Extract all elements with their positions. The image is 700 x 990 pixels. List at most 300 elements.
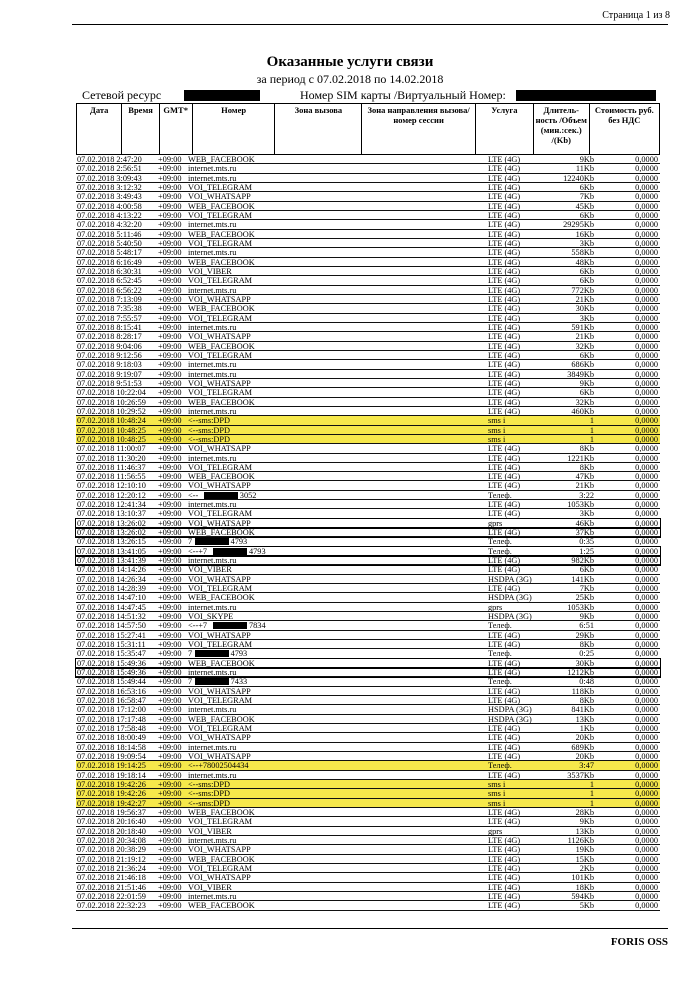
cell-service: LTE (4G) (488, 630, 521, 640)
cell-cost: 0,0000 (635, 705, 658, 715)
cell-number: VOI_SKYPE (188, 612, 234, 622)
cell-duration: 9Kb (579, 817, 594, 827)
cell-cost: 0,0000 (635, 453, 658, 463)
cell-cost: 0,0000 (635, 201, 658, 211)
cell-service: LTE (4G) (488, 313, 521, 323)
cell-cost: 0,0000 (635, 481, 658, 491)
cell-number: 7 (188, 649, 193, 659)
cell-gmt: +09:00 (158, 266, 182, 276)
table-row (76, 780, 660, 789)
cell-gmt: +09:00 (158, 779, 182, 789)
cell-service: LTE (4G) (488, 341, 521, 351)
table-row (76, 472, 660, 481)
cell-datetime: 07.02.2018 12:10:10 (77, 481, 146, 491)
cell-number: VOI_WHATSAPP (188, 192, 251, 202)
meta-row (82, 88, 662, 104)
table-row (76, 528, 660, 537)
cell-number: VOI_WHATSAPP (188, 444, 251, 454)
cell-gmt: +09:00 (158, 556, 182, 566)
cell-cost: 0,0000 (635, 434, 658, 444)
cell-datetime: 07.02.2018 10:29:52 (77, 406, 146, 416)
cell-datetime: 07.02.2018 13:10:37 (77, 509, 146, 519)
cell-service: LTE (4G) (488, 322, 521, 332)
cell-number: internet.mts.ru (188, 369, 237, 379)
cell-duration: 6Kb (579, 210, 594, 220)
cell-cost: 0,0000 (635, 882, 658, 892)
table-row (76, 202, 660, 211)
cell-service: LTE (4G) (488, 696, 521, 706)
cell-cost: 0,0000 (635, 556, 658, 566)
cell-duration: 2Kb (579, 863, 594, 873)
cell-cost: 0,0000 (635, 593, 658, 603)
cell-cost: 0,0000 (635, 779, 658, 789)
col-header-cost: Стоимость руб. без НДС (589, 104, 659, 155)
cell-cost: 0,0000 (635, 378, 658, 388)
cell-gmt: +09:00 (158, 406, 182, 416)
cell-gmt: +09:00 (158, 528, 182, 538)
table-row (76, 603, 660, 612)
cell-duration: 12240Kb (563, 173, 594, 183)
table-row (76, 351, 660, 360)
cell-number: <--+78002504434 (188, 761, 249, 771)
cell-duration: 772Kb (571, 285, 594, 295)
cell-cost: 0,0000 (635, 341, 658, 351)
cell-service: HSDPA (3G) (488, 612, 532, 622)
cell-duration: 1053Kb (567, 500, 594, 510)
cell-duration: 1 (589, 789, 594, 799)
cell-service: LTE (4G) (488, 462, 521, 472)
cell-duration: 29295Kb (563, 220, 594, 230)
cell-number: internet.mts.ru (188, 248, 237, 258)
cell-cost: 0,0000 (635, 369, 658, 379)
cell-datetime: 07.02.2018 19:18:14 (77, 770, 146, 780)
table-row (76, 817, 660, 826)
cell-gmt: +09:00 (158, 509, 182, 519)
cell-gmt: +09:00 (158, 565, 182, 575)
table-row (76, 873, 660, 882)
cell-gmt: +09:00 (158, 378, 182, 388)
table-row (76, 649, 660, 658)
cell-number: internet.mts.ru (188, 360, 237, 370)
cell-gmt: +09:00 (158, 397, 182, 407)
redacted-sim-number (516, 90, 656, 101)
cell-number: WEB_FACEBOOK (188, 714, 255, 724)
cell-duration: 1126Kb (567, 835, 594, 845)
cell-number: VOI_WHATSAPP (188, 630, 251, 640)
cell-gmt: +09:00 (158, 332, 182, 342)
cell-gmt: +09:00 (158, 388, 182, 398)
cell-service: sms i (488, 779, 506, 789)
cell-duration: 25Kb (575, 593, 594, 603)
cell-datetime: 07.02.2018 15:31:11 (77, 640, 146, 650)
cell-number: internet.mts.ru (188, 164, 237, 174)
cell-number: internet.mts.ru (188, 453, 237, 463)
table-row (76, 668, 660, 677)
cell-service: LTE (4G) (488, 733, 521, 743)
table-row (76, 565, 660, 574)
records-list (76, 155, 660, 911)
cell-datetime: 07.02.2018 9:12:56 (77, 350, 142, 360)
cell-number: internet.mts.ru (188, 322, 237, 332)
cell-datetime: 07.02.2018 20:18:40 (77, 826, 146, 836)
cell-cost: 0,0000 (635, 807, 658, 817)
table-row (76, 323, 660, 332)
table-row (76, 733, 660, 742)
redacted-phone-number (195, 650, 229, 657)
cell-gmt: +09:00 (158, 322, 182, 332)
cell-datetime: 07.02.2018 19:09:54 (77, 752, 146, 761)
cell-datetime: 07.02.2018 18:14:58 (77, 742, 146, 752)
cell-duration: 1 (589, 434, 594, 444)
table-row (76, 314, 660, 323)
cell-cost: 0,0000 (635, 210, 658, 220)
cell-gmt: +09:00 (158, 882, 182, 892)
table-row (76, 584, 660, 593)
cell-number: internet.mts.ru (188, 173, 237, 183)
cell-datetime: 07.02.2018 9:04:06 (77, 341, 142, 351)
cell-cost: 0,0000 (635, 584, 658, 594)
cell-datetime: 07.02.2018 7:55:57 (77, 313, 142, 323)
cell-gmt: +09:00 (158, 863, 182, 873)
footer-brand: FORIS OSS (610, 936, 668, 948)
cell-gmt: +09:00 (158, 854, 182, 864)
cell-gmt: +09:00 (158, 574, 182, 584)
cell-gmt: +09:00 (158, 285, 182, 295)
cell-duration: 841Kb (571, 705, 594, 715)
table-row (76, 547, 660, 556)
cell-datetime: 07.02.2018 19:42:26 (77, 779, 146, 789)
cell-duration: 1 (589, 416, 594, 426)
cell-duration: 3Kb (579, 238, 594, 248)
cell-cost: 0,0000 (635, 285, 658, 295)
cell-gmt: +09:00 (158, 584, 182, 594)
cell-service: LTE (4G) (488, 248, 521, 258)
table-row (76, 612, 660, 621)
cell-number: VOI_TELEGRAM (188, 640, 253, 650)
cell-datetime: 07.02.2018 10:26:59 (77, 397, 146, 407)
redacted-phone-number (213, 548, 247, 555)
cell-number: WEB_FACEBOOK (188, 304, 255, 314)
cell-cost: 0,0000 (635, 155, 658, 164)
cell-cost: 0,0000 (635, 891, 658, 901)
cell-gmt: +09:00 (158, 248, 182, 258)
cell-cost: 0,0000 (635, 397, 658, 407)
table-row (76, 407, 660, 416)
cell-number: VOI_TELEGRAM (188, 584, 253, 594)
redacted-phone-number (204, 492, 238, 499)
cell-duration: 118Kb (571, 686, 594, 696)
cell-datetime: 07.02.2018 5:48:17 (77, 248, 142, 258)
table-row (76, 388, 660, 397)
cell-datetime: 07.02.2018 14:51:32 (77, 612, 146, 622)
cell-gmt: +09:00 (158, 649, 182, 659)
cell-number: VOI_TELEGRAM (188, 863, 253, 873)
cell-duration: 460Kb (571, 406, 594, 416)
cell-number-tail: 7834 (249, 621, 266, 631)
table-row (76, 463, 660, 472)
cell-cost: 0,0000 (635, 276, 658, 286)
cell-duration: 8Kb (579, 640, 594, 650)
table-row (76, 724, 660, 733)
cell-number: WEB_FACEBOOK (188, 593, 255, 603)
cell-cost: 0,0000 (635, 668, 658, 678)
cell-datetime: 07.02.2018 6:56:22 (77, 285, 142, 295)
cell-duration: 18Kb (575, 882, 594, 892)
cell-number: WEB_FACEBOOK (188, 807, 255, 817)
cell-service: LTE (4G) (488, 901, 521, 911)
col-header-direction: Зона направления вызова/номер сессии (362, 104, 476, 155)
cell-datetime: 07.02.2018 19:56:37 (77, 807, 146, 817)
cell-number: VOI_TELEGRAM (188, 509, 253, 519)
cell-number: VOI_TELEGRAM (188, 388, 253, 398)
cell-service: sms i (488, 416, 506, 426)
cell-duration: 3849Kb (567, 369, 594, 379)
cell-service: LTE (4G) (488, 360, 521, 370)
cell-service: LTE (4G) (488, 472, 521, 482)
cell-cost: 0,0000 (635, 640, 658, 650)
cell-datetime: 07.02.2018 20:16:40 (77, 817, 146, 827)
cell-datetime: 07.02.2018 17:12:00 (77, 705, 146, 715)
cell-number: internet.mts.ru (188, 668, 237, 678)
cell-gmt: +09:00 (158, 304, 182, 314)
cell-datetime: 07.02.2018 10:48:25 (77, 434, 146, 444)
cell-service: LTE (4G) (488, 528, 521, 538)
cell-number: VOI_WHATSAPP (188, 518, 251, 528)
table-header (76, 103, 660, 155)
cell-datetime: 07.02.2018 17:17:48 (77, 714, 146, 724)
cell-datetime: 07.02.2018 14:47:10 (77, 593, 146, 603)
cell-service: Телеф. (488, 649, 512, 659)
cell-cost: 0,0000 (635, 742, 658, 752)
cell-number: <--+7 (188, 621, 208, 631)
cell-number: internet.mts.ru (188, 556, 237, 566)
table-row (76, 258, 660, 267)
cell-datetime: 07.02.2018 17:58:48 (77, 724, 146, 734)
cell-gmt: +09:00 (158, 733, 182, 743)
cell-datetime: 07.02.2018 21:36:24 (77, 863, 146, 873)
cell-service: LTE (4G) (488, 882, 521, 892)
cell-service: HSDPA (3G) (488, 714, 532, 724)
cell-gmt: +09:00 (158, 696, 182, 706)
cell-cost: 0,0000 (635, 733, 658, 743)
cell-number: internet.mts.ru (188, 406, 237, 416)
cell-number: VOI_WHATSAPP (188, 752, 251, 761)
cell-gmt: +09:00 (158, 686, 182, 696)
cell-gmt: +09:00 (158, 350, 182, 360)
cell-cost: 0,0000 (635, 686, 658, 696)
cell-service: LTE (4G) (488, 369, 521, 379)
cell-gmt: +09:00 (158, 210, 182, 220)
table-row (76, 855, 660, 864)
table-row (76, 426, 660, 435)
cell-duration: 6Kb (579, 388, 594, 398)
cell-cost: 0,0000 (635, 602, 658, 612)
cell-duration: 1:25 (579, 546, 594, 556)
cell-number: internet.mts.ru (188, 500, 237, 510)
cell-cost: 0,0000 (635, 901, 658, 911)
cell-duration: 3:47 (579, 761, 594, 771)
cell-duration: 32Kb (575, 341, 594, 351)
cell-duration: 21Kb (575, 294, 594, 304)
cell-duration: 9Kb (579, 155, 594, 164)
cell-number: VOI_VIBER (188, 882, 232, 892)
cell-service: LTE (4G) (488, 192, 521, 202)
cell-number: WEB_FACEBOOK (188, 854, 255, 864)
cell-datetime: 07.02.2018 15:49:44 (77, 677, 146, 687)
cell-cost: 0,0000 (635, 724, 658, 734)
cell-gmt: +09:00 (158, 621, 182, 631)
cell-duration: 7Kb (579, 192, 594, 202)
cell-datetime: 07.02.2018 9:51:53 (77, 378, 142, 388)
table-row (76, 631, 660, 640)
cell-datetime: 07.02.2018 15:49:36 (77, 658, 146, 668)
cell-gmt: +09:00 (158, 537, 182, 547)
cell-gmt: +09:00 (158, 593, 182, 603)
cell-cost: 0,0000 (635, 322, 658, 332)
col-header-zone: Зона вызова (275, 104, 362, 155)
cell-duration: 45Kb (575, 201, 594, 211)
cell-gmt: +09:00 (158, 789, 182, 799)
cell-service: LTE (4G) (488, 686, 521, 696)
cell-duration: 591Kb (571, 322, 594, 332)
cell-gmt: +09:00 (158, 817, 182, 827)
cell-service: LTE (4G) (488, 285, 521, 295)
cell-number: internet.mts.ru (188, 770, 237, 780)
table-row (76, 444, 660, 453)
cell-cost: 0,0000 (635, 220, 658, 230)
cell-gmt: +09:00 (158, 313, 182, 323)
cell-duration: 19Kb (575, 845, 594, 855)
cell-gmt: +09:00 (158, 276, 182, 286)
table-row (76, 342, 660, 351)
table-row (76, 715, 660, 724)
cell-datetime: 07.02.2018 20:38:29 (77, 845, 146, 855)
cell-number: WEB_FACEBOOK (188, 229, 255, 239)
cell-cost: 0,0000 (635, 835, 658, 845)
cell-gmt: +09:00 (158, 845, 182, 855)
cell-duration: 13Kb (575, 826, 594, 836)
cell-cost: 0,0000 (635, 612, 658, 622)
page-number: Страница 1 из 8 (602, 10, 670, 21)
cell-duration: 594Kb (571, 891, 594, 901)
cell-number: <--sms:DPD (188, 789, 231, 799)
col-header-number: Номер (192, 104, 275, 155)
cell-cost: 0,0000 (635, 789, 658, 799)
cell-cost: 0,0000 (635, 770, 658, 780)
table-row (76, 248, 660, 257)
col-header-gmt: GMT* (159, 104, 192, 155)
cell-gmt: +09:00 (158, 901, 182, 911)
cell-service: LTE (4G) (488, 220, 521, 230)
cell-cost: 0,0000 (635, 863, 658, 873)
cell-service: LTE (4G) (488, 201, 521, 211)
table-row (76, 239, 660, 248)
cell-gmt: +09:00 (158, 602, 182, 612)
cell-cost: 0,0000 (635, 173, 658, 183)
cell-datetime: 07.02.2018 10:48:24 (77, 416, 146, 426)
cell-datetime: 07.02.2018 21:51:46 (77, 882, 146, 892)
cell-gmt: +09:00 (158, 192, 182, 202)
cell-gmt: +09:00 (158, 807, 182, 817)
cell-number: internet.mts.ru (188, 602, 237, 612)
cell-cost: 0,0000 (635, 238, 658, 248)
cell-gmt: +09:00 (158, 462, 182, 472)
cell-duration: 7Kb (579, 584, 594, 594)
cell-gmt: +09:00 (158, 220, 182, 230)
col-header-date: Дата (77, 104, 122, 155)
cell-gmt: +09:00 (158, 630, 182, 640)
cell-gmt: +09:00 (158, 546, 182, 556)
cell-service: LTE (4G) (488, 332, 521, 342)
cell-number: <--sms:DPD (188, 425, 231, 435)
cell-cost: 0,0000 (635, 294, 658, 304)
cell-number: internet.mts.ru (188, 891, 237, 901)
table-row (76, 454, 660, 463)
cell-duration: 8Kb (579, 462, 594, 472)
cell-duration: 1Kb (579, 724, 594, 734)
cell-service: LTE (4G) (488, 770, 521, 780)
cell-number: VOI_WHATSAPP (188, 378, 251, 388)
cell-gmt: +09:00 (158, 490, 182, 500)
cell-number-tail: 4793 (230, 649, 248, 659)
cell-gmt: +09:00 (158, 724, 182, 734)
table-row (76, 230, 660, 239)
cell-duration: 15Kb (575, 854, 594, 864)
cell-datetime: 07.02.2018 10:48:25 (77, 425, 146, 435)
table-row (76, 621, 660, 630)
cell-datetime: 07.02.2018 8:15:41 (77, 322, 142, 332)
cell-datetime: 07.02.2018 9:19:07 (77, 369, 142, 379)
cell-cost: 0,0000 (635, 817, 658, 827)
cell-gmt: +09:00 (158, 294, 182, 304)
table-row (76, 164, 660, 173)
redacted-network-resource (184, 90, 260, 101)
cell-number: internet.mts.ru (188, 285, 237, 295)
cell-number: VOI_WHATSAPP (188, 294, 251, 304)
cell-number: <--sms:DPD (188, 434, 231, 444)
cell-number: VOI_WHATSAPP (188, 873, 251, 883)
cell-duration: 141Kb (571, 574, 594, 584)
cell-number: VOI_TELEGRAM (188, 724, 253, 734)
cell-number: WEB_FACEBOOK (188, 528, 255, 538)
cell-datetime: 07.02.2018 19:14:25 (77, 761, 146, 771)
cell-duration: 1 (589, 798, 594, 808)
cell-service: LTE (4G) (488, 276, 521, 286)
cell-datetime: 07.02.2018 14:57:50 (77, 621, 146, 631)
cell-datetime: 07.02.2018 7:35:38 (77, 304, 142, 314)
cell-duration: 3537Kb (567, 770, 594, 780)
cell-number: internet.mts.ru (188, 705, 237, 715)
cell-datetime: 07.02.2018 5:40:50 (77, 238, 142, 248)
cell-duration: 16Kb (575, 229, 594, 239)
sim-number-label: Номер SIM карты /Виртуальный Номер: (300, 88, 506, 102)
cell-cost: 0,0000 (635, 528, 658, 538)
cell-service: LTE (4G) (488, 229, 521, 239)
cell-service: LTE (4G) (488, 863, 521, 873)
cell-duration: 1 (589, 779, 594, 789)
cell-gmt: +09:00 (158, 341, 182, 351)
cell-datetime: 07.02.2018 6:16:49 (77, 257, 142, 267)
cell-gmt: +09:00 (158, 826, 182, 836)
cell-datetime: 07.02.2018 12:20:12 (77, 490, 146, 500)
table-row (76, 677, 660, 686)
cell-duration: 28Kb (575, 807, 594, 817)
cell-datetime: 07.02.2018 14:28:39 (77, 584, 146, 594)
cell-service: LTE (4G) (488, 481, 521, 491)
table-row (76, 332, 660, 341)
report-period: за период с 07.02.2018 по 14.02.2018 (256, 72, 444, 86)
cell-service: sms i (488, 425, 506, 435)
